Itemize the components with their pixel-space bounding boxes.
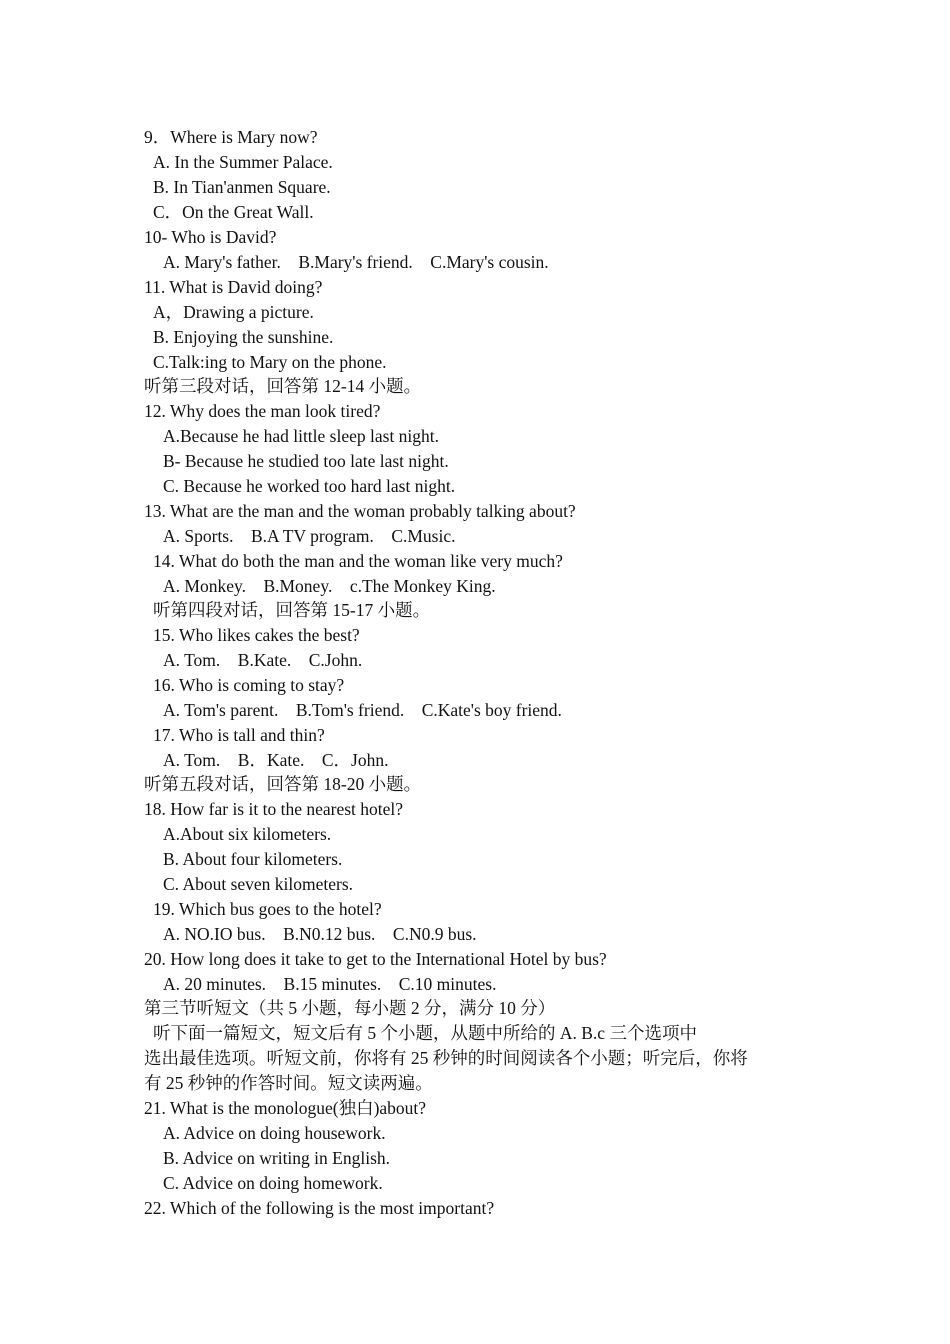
section-heading-5: 听第五段对话，回答第 18-20 小题。 (144, 774, 422, 794)
q16-options: A. Tom's parent. B.Tom's friend. C.Kate's boy friend. (163, 700, 562, 720)
q21-option-b: B. Advice on writing in English. (163, 1148, 391, 1168)
section-heading-3: 听第三段对话，回答第 12-14 小题。 (144, 376, 422, 396)
question-10: 10- Who is David? (144, 227, 277, 247)
section-3-instructions-1: 听下面一篇短文，短文后有 5 个小题，从题中所给的 A. B.c 三个选项中 (153, 1023, 697, 1043)
q15-options: A. Tom. B.Kate. C.John. (163, 650, 363, 670)
q12-option-b: B- Because he studied too late last night. (163, 451, 449, 471)
question-9: 9．Where is Mary now? (144, 127, 318, 147)
q11-option-b: B. Enjoying the sunshine. (153, 327, 334, 347)
question-14: 14. What do both the man and the woman like very much? (153, 551, 563, 571)
q21-option-c: C. Advice on doing homework. (163, 1173, 383, 1193)
question-21: 21. What is the monologue(独白)about? (144, 1098, 427, 1118)
q14-options: A. Monkey. B.Money. c.The Monkey King. (163, 576, 496, 596)
section-3-title: 第三节听短文（共 5 小题，每小题 2 分，满分 10 分） (144, 998, 556, 1018)
q18-option-a: A.About six kilometers. (163, 824, 332, 844)
section-heading-4: 听第四段对话，回答第 15-17 小题。 (153, 600, 431, 620)
q12-option-c: C. Because he worked too hard last night. (163, 476, 456, 496)
question-16: 16. Who is coming to stay? (153, 675, 345, 695)
q9-option-a: A. In the Summer Palace. (153, 152, 333, 172)
q19-options: A. NO.IO bus. B.N0.12 bus. C.N0.9 bus. (163, 924, 477, 944)
q11-option-c: C.Talk:ing to Mary on the phone. (153, 352, 387, 372)
q20-options: A. 20 minutes. B.15 minutes. C.10 minutes. (163, 974, 497, 994)
q18-option-b: B. About four kilometers. (163, 849, 343, 869)
question-11: 11. What is David doing? (144, 277, 323, 297)
q10-options: A. Mary's father. B.Mary's friend. C.Mary's cousin. (163, 252, 549, 272)
question-20: 20. How long does it take to get to the International Hotel by bus? (144, 949, 607, 969)
q18-option-c: C. About seven kilometers. (163, 874, 354, 894)
q11-option-a: A，Drawing a picture. (153, 302, 314, 322)
question-13: 13. What are the man and the woman probably talking about? (144, 501, 576, 521)
question-19: 19. Which bus goes to the hotel? (153, 899, 382, 919)
q17-options: A. Tom. B．Kate. C．John. (163, 750, 389, 770)
section-3-instructions-2: 选出最佳选项。听短文前，你将有 25 秒钟的时间阅读各个小题；听完后，你将 (144, 1048, 748, 1068)
question-22: 22. Which of the following is the most important? (144, 1198, 495, 1218)
q13-options: A. Sports. B.A TV program. C.Music. (163, 526, 456, 546)
q21-option-a: A. Advice on doing housework. (163, 1123, 386, 1143)
q9-option-c: C．On the Great Wall. (153, 202, 314, 222)
q9-option-b: B. In Tian'anmen Square. (153, 177, 331, 197)
section-3-instructions-3: 有 25 秒钟的作答时间。短文读两遍。 (144, 1073, 433, 1093)
question-18: 18. How far is it to the nearest hotel? (144, 799, 404, 819)
q12-option-a: A.Because he had little sleep last night. (163, 426, 440, 446)
question-12: 12. Why does the man look tired? (144, 401, 381, 421)
question-15: 15. Who likes cakes the best? (153, 625, 360, 645)
question-17: 17. Who is tall and thin? (153, 725, 325, 745)
